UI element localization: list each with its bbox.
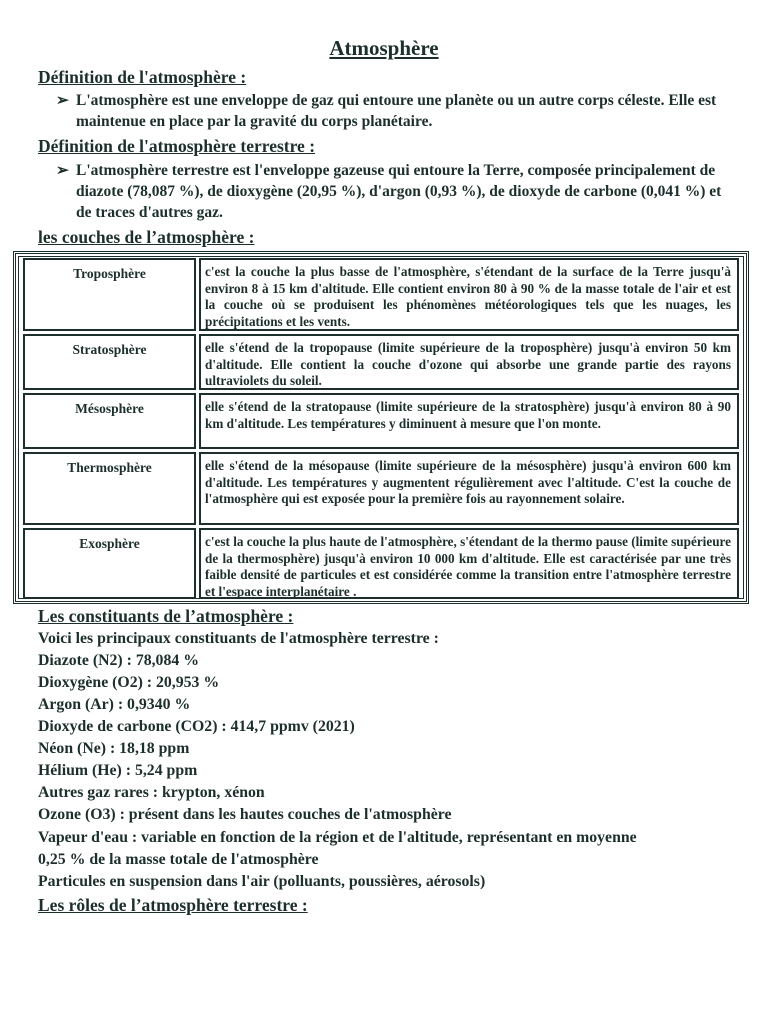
list-item: Dioxyde de carbone (CO2) : 414,7 ppmv (2021) — [38, 718, 355, 735]
table-row — [23, 393, 739, 449]
definition-terrestre-text: L'atmosphère terrestre est l'enveloppe gazeuse qui entoure la Terre, composée principalement de diazote (78,087 %), de dioxygène (20,95 %), d'argon (0,93 %), de dioxyde de carbone (0,041 %) et de traces d'autres gaz. — [76, 162, 722, 221]
layer-description-cell: c'est la couche la plus basse de l'atmosphère, s'étendant de la surface de la Terre jusqu'à environ 8 à 15 km d'altitude. Elle contient environ 80 à 90 % de la masse totale de l'air et est la couche où se produisent les phénomènes météorologiques tels que les nuages, les précipitations et les vents. — [199, 258, 739, 331]
arrow-bullet-icon: ➢ — [56, 162, 69, 179]
layer-description-cell: elle s'étend de la mésopause (limite supérieure de la mésosphère) jusqu'à environ 600 km d'altitude. Les températures y augmentent régulièrement avec l'altitude. C'est la couche de l'atmosphère qui est exposée pour la première fois au rayonnement solaire. — [199, 452, 739, 525]
page-title: Atmosphère — [329, 36, 439, 60]
definition-text: L'atmosphère est une enveloppe de gaz qui entoure une planète ou un autre corps céleste. Elle est maintenue en place par la gravité du corps planétaire. — [76, 92, 717, 130]
list-item: 0,25 % de la masse totale de l'atmosphère — [38, 851, 319, 868]
heading-constituants: Les constituants de l’atmosphère : — [38, 606, 294, 626]
heading-definition-terrestre: Définition de l'atmosphère terrestre : — [38, 136, 316, 156]
list-item: Vapeur d'eau : variable en fonction de la région et de l'altitude, représentant en moyenne — [38, 829, 637, 846]
list-item: Dioxygène (O2) : 20,953 % — [38, 674, 220, 691]
constituants-intro: Voici les principaux constituants de l'atmosphère terrestre : — [38, 630, 439, 647]
list-item: Néon (Ne) : 18,18 ppm — [38, 740, 190, 757]
bullet-definition — [56, 90, 728, 132]
list-item: Ozone (O3) : présent dans les hautes couches de l'atmosphère — [38, 806, 452, 823]
layer-name-cell: Thermosphère — [23, 452, 196, 525]
layer-description-cell: elle s'étend de la stratopause (limite supérieure de la stratosphère) jusqu'à environ 80 à 90 km d'altitude. Les températures y diminuent à mesure que l'on monte. — [199, 393, 739, 449]
layer-description-cell: elle s'étend de la tropopause (limite supérieure de la troposphère) jusqu'à environ 50 km d'altitude. Elle contient la couche d'ozone qui absorbe une grande partie des rayons ultraviolets du soleil. — [199, 334, 739, 390]
list-item: Particules en suspension dans l'air (polluants, poussières, aérosols) — [38, 873, 486, 890]
heading-roles: Les rôles de l’atmosphère terrestre : — [38, 895, 308, 915]
list-item: Hélium (He) : 5,24 ppm — [38, 762, 198, 779]
table-row — [23, 452, 739, 525]
layer-name-cell: Exosphère — [23, 528, 196, 599]
list-item: Autres gaz rares : krypton, xénon — [38, 784, 265, 801]
layer-name-cell: Troposphère — [23, 258, 196, 331]
list-item: Diazote (N2) : 78,084 % — [38, 652, 200, 669]
list-item: Argon (Ar) : 0,9340 % — [38, 696, 191, 713]
arrow-bullet-icon: ➢ — [56, 92, 69, 109]
layers-table — [13, 251, 749, 604]
layer-description-cell: c'est la couche la plus haute de l'atmosphère, s'étendant de la thermo pause (limite supérieure de la thermosphère) jusqu'à environ 10 000 km d'altitude. Elle est caractérisée par une très faible densité de particules et est considérée comme la transition entre l'atmosphère terrestre et l'espace interplanétaire . — [199, 528, 739, 599]
table-row — [23, 334, 739, 390]
heading-definition: Définition de l'atmosphère : — [38, 67, 247, 87]
table-row — [23, 528, 739, 599]
bullet-definition-terrestre — [56, 160, 728, 223]
layer-name-cell: Stratosphère — [23, 334, 196, 390]
heading-couches: les couches de l’atmosphère : — [38, 227, 255, 247]
layer-name-cell: Mésosphère — [23, 393, 196, 449]
table-row — [23, 258, 739, 331]
